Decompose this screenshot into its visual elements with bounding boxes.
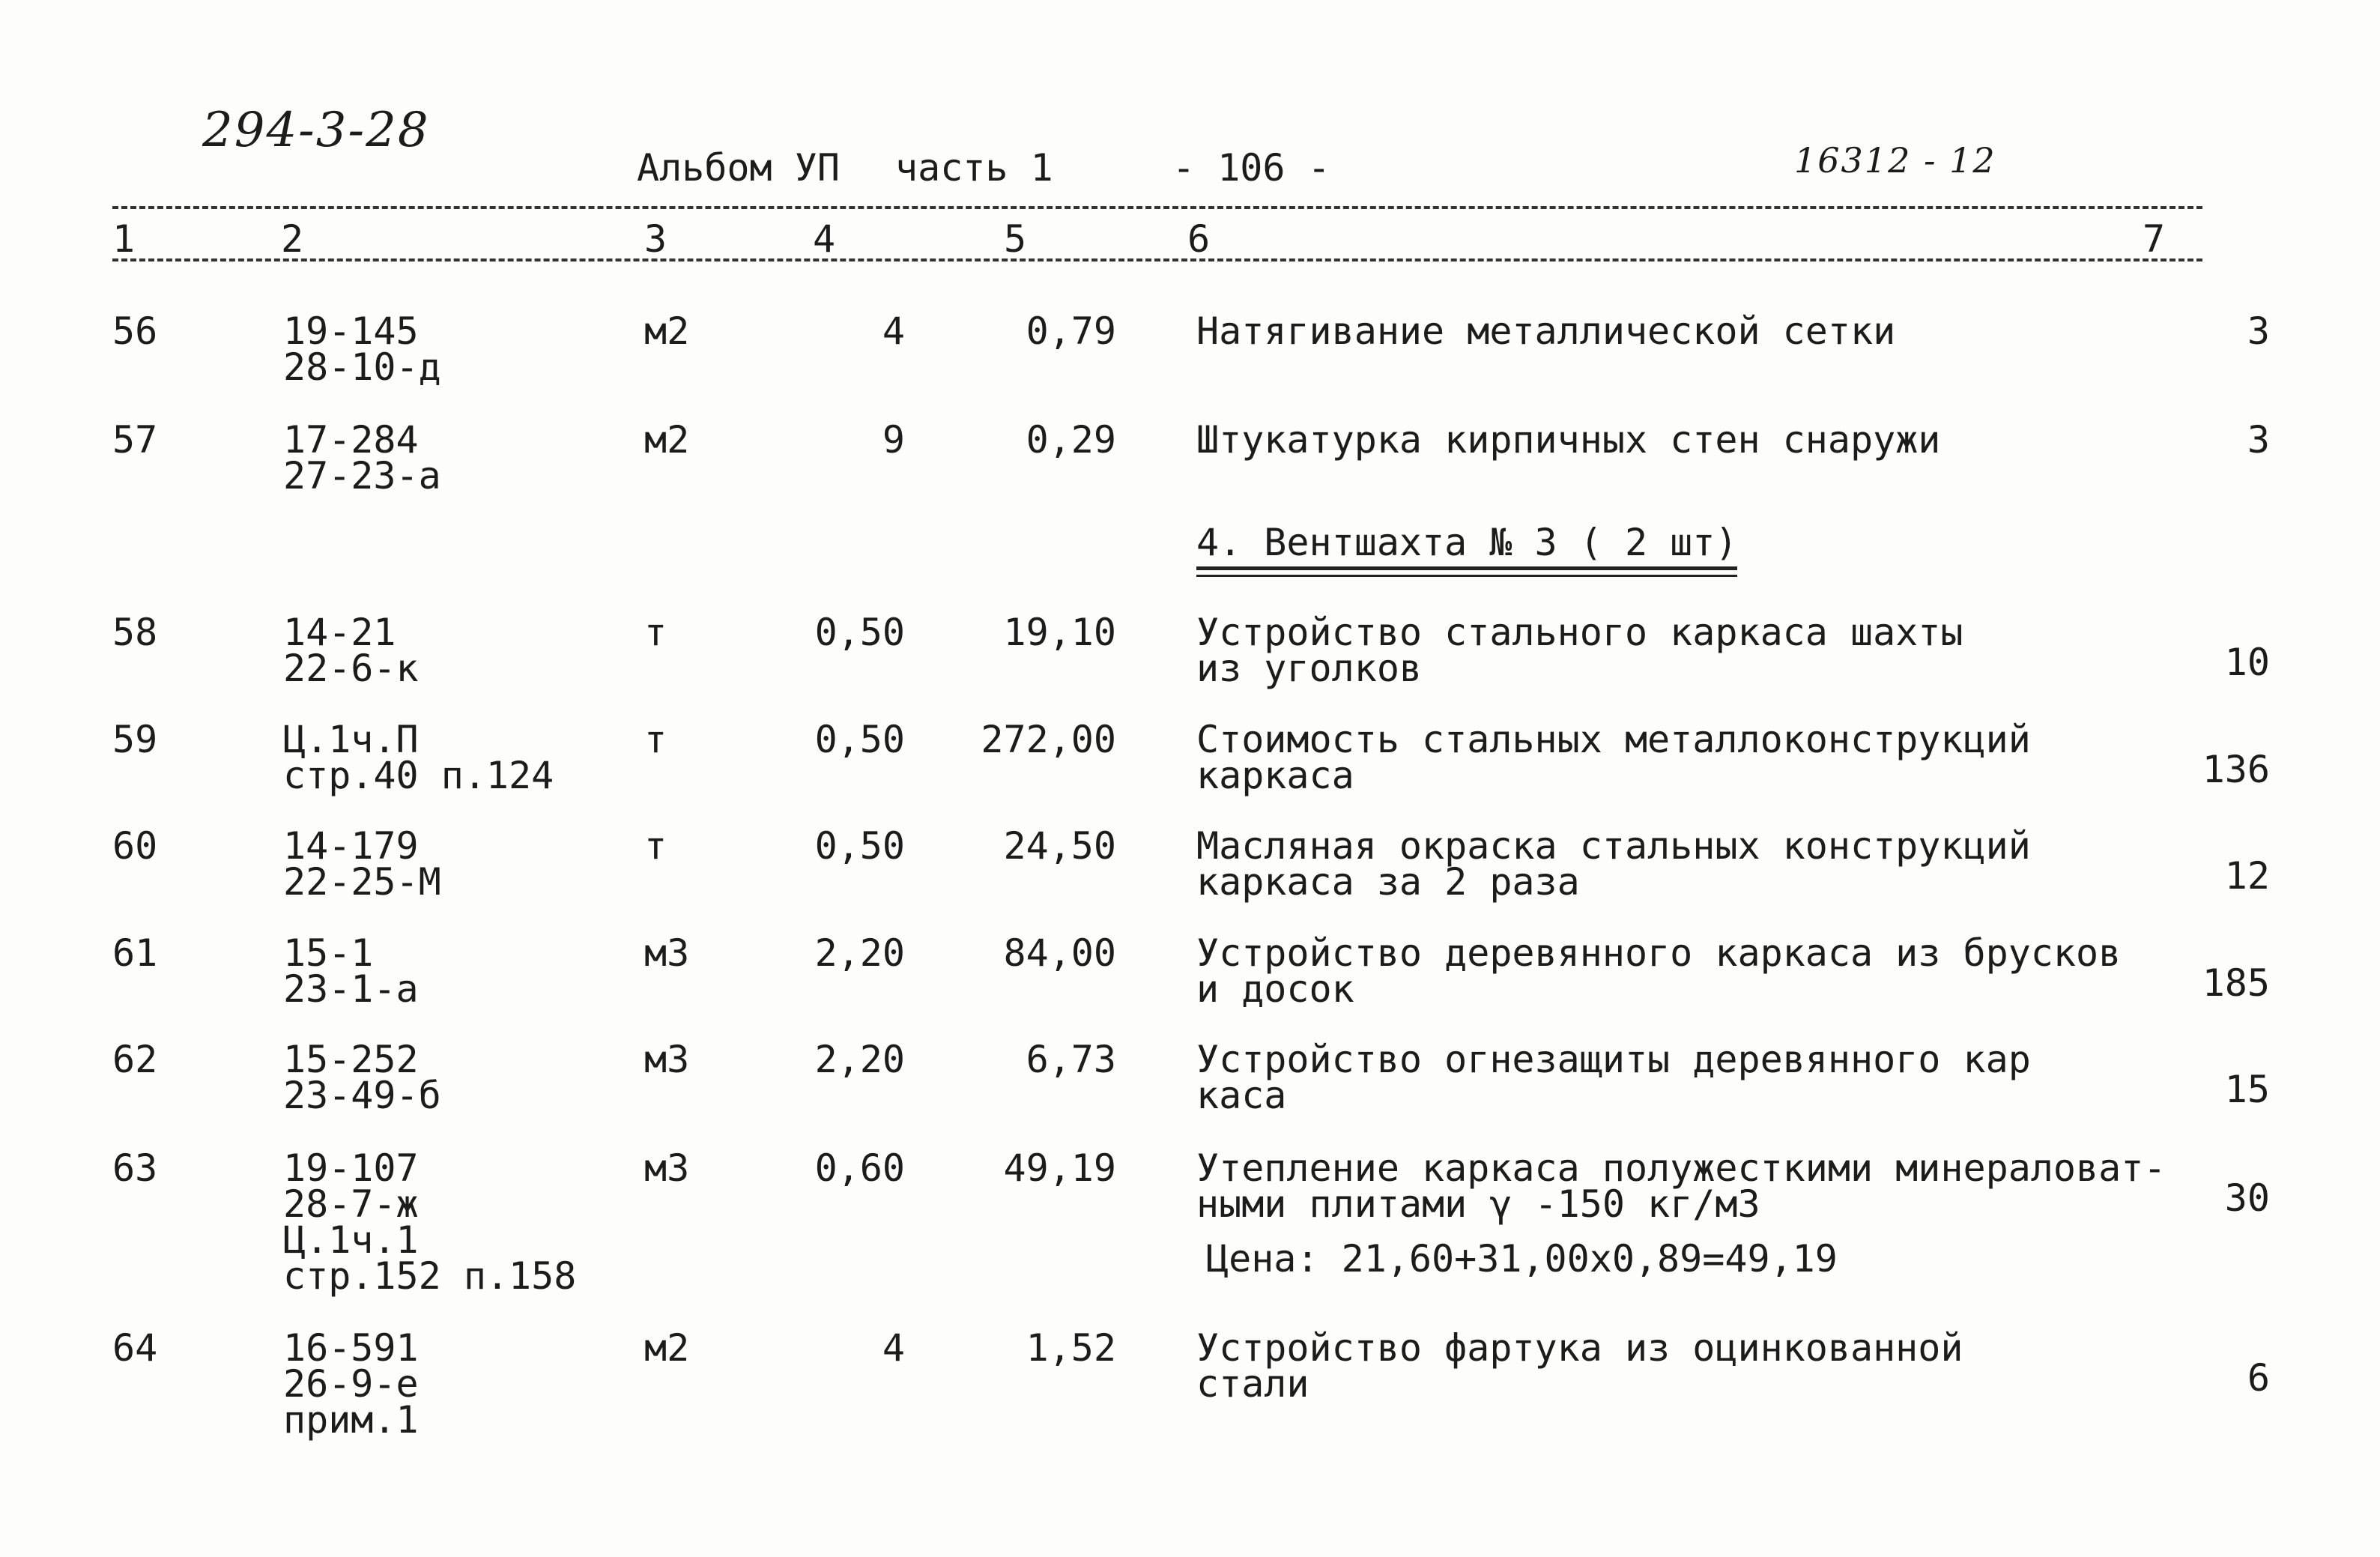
- row-description: стали: [1196, 1362, 1309, 1406]
- album-label: Альбом УП: [637, 146, 840, 190]
- row-quantity: 0,50: [814, 824, 905, 868]
- row-code: 16-591: [283, 1326, 419, 1370]
- document-number: 294-3-28: [202, 103, 430, 158]
- row-price: 49,19: [1003, 1146, 1116, 1190]
- row-price: 1,52: [1026, 1326, 1116, 1370]
- row-code: 22-25-М: [283, 860, 441, 904]
- column-number-5: 5: [1004, 217, 1027, 261]
- column-number-1: 1: [112, 217, 136, 261]
- row-code: 17-284: [283, 418, 419, 462]
- row-price: 0,29: [1026, 418, 1116, 462]
- row-unit: т: [644, 718, 667, 761]
- column-number-3: 3: [644, 217, 667, 261]
- row-unit: т: [644, 611, 667, 654]
- row-description: и досок: [1196, 967, 1354, 1011]
- row-unit: т: [644, 824, 667, 868]
- row-number: 63: [112, 1146, 158, 1190]
- row-description: каркаса за 2 раза: [1196, 860, 1580, 904]
- row-unit: м2: [644, 1326, 690, 1370]
- row-number: 57: [112, 418, 158, 462]
- reference-number: 16312 - 12: [1794, 140, 1996, 181]
- row-quantity: 9: [882, 418, 905, 462]
- row-number: 64: [112, 1326, 158, 1370]
- row-unit: м3: [644, 1038, 690, 1081]
- row-total: 6: [2247, 1356, 2270, 1400]
- row-description: каса: [1196, 1074, 1287, 1117]
- row-description: Штукатурка кирпичных стен снаружи: [1196, 418, 1941, 462]
- header-top-rule: [112, 206, 2202, 209]
- row-total: 136: [2202, 748, 2270, 791]
- row-price: 0,79: [1026, 309, 1116, 353]
- row-number: 56: [112, 309, 158, 353]
- row-code: стр.40 п.124: [283, 754, 554, 797]
- row-code: стр.152 п.158: [283, 1254, 577, 1298]
- row-unit: м2: [644, 309, 690, 353]
- row-code: 14-179: [283, 824, 419, 868]
- row-unit: м2: [644, 418, 690, 462]
- row-code: прим.1: [283, 1398, 419, 1442]
- row-code: 19-145: [283, 309, 419, 353]
- row-code: 27-23-а: [283, 454, 441, 498]
- row-code: 28-7-ж: [283, 1182, 419, 1226]
- row-number: 60: [112, 824, 158, 868]
- row-code: Ц.1ч.1: [283, 1218, 419, 1262]
- column-number-2: 2: [281, 217, 304, 261]
- row-description: каркаса: [1196, 754, 1354, 797]
- column-number-4: 4: [813, 217, 836, 261]
- row-unit: м3: [644, 1146, 690, 1190]
- row-code: 19-107: [283, 1146, 419, 1190]
- section-title: 4. Вентшахта № 3 ( 2 шт): [1196, 524, 1737, 570]
- row-description: Масляная окраска стальных конструкций: [1196, 824, 2031, 868]
- row-quantity: 2,20: [814, 1038, 905, 1081]
- row-quantity: 0,50: [814, 611, 905, 654]
- row-code: Ц.1ч.П: [283, 718, 419, 761]
- row-quantity: 4: [882, 309, 905, 353]
- row-quantity: 0,60: [814, 1146, 905, 1190]
- row-description: из уголков: [1196, 647, 1423, 690]
- row-quantity: 4: [882, 1326, 905, 1370]
- row-description: Устройство стального каркаса шахты: [1196, 611, 1963, 654]
- row-quantity: 0,50: [814, 718, 905, 761]
- row-description: Стоимость стальных металлоконструкций: [1196, 718, 2031, 761]
- header-bottom-rule: [112, 259, 2202, 261]
- row-price: 84,00: [1003, 931, 1116, 975]
- row-code: 15-252: [283, 1038, 419, 1081]
- row-number: 59: [112, 718, 158, 761]
- row-price-note: Цена: 21,60+31,00х0,89=49,19: [1206, 1237, 1838, 1281]
- column-number-7: 7: [2143, 217, 2166, 261]
- row-number: 58: [112, 611, 158, 654]
- row-description: Утепление каркаса полужесткими минераловат-: [1196, 1146, 2166, 1190]
- row-total: 3: [2247, 309, 2270, 353]
- row-price: 272,00: [981, 718, 1116, 761]
- row-description: Устройство огнезащиты деревянного кар: [1196, 1038, 2031, 1081]
- row-number: 62: [112, 1038, 158, 1081]
- row-total: 185: [2202, 961, 2270, 1005]
- row-code: 22-6-к: [283, 647, 419, 690]
- row-code: 23-1-а: [283, 967, 419, 1011]
- row-description: Устройство деревянного каркаса из брусков: [1196, 931, 2122, 975]
- part-label: часть 1: [895, 146, 1053, 190]
- row-unit: м3: [644, 931, 690, 975]
- row-price: 19,10: [1003, 611, 1116, 654]
- row-price: 24,50: [1003, 824, 1116, 868]
- row-code: 23-49-б: [283, 1074, 441, 1117]
- column-number-6: 6: [1187, 217, 1211, 261]
- row-code: 15-1: [283, 931, 374, 975]
- row-price: 6,73: [1026, 1038, 1116, 1081]
- row-code: 14-21: [283, 611, 396, 654]
- page-number: - 106 -: [1172, 146, 1330, 190]
- row-description: ными плитами γ -150 кг/м3: [1196, 1182, 1760, 1226]
- row-total: 12: [2224, 854, 2270, 898]
- row-code: 28-10-д: [283, 345, 441, 389]
- row-total: 15: [2224, 1068, 2270, 1111]
- row-description: Устройство фартука из оцинкованной: [1196, 1326, 1963, 1370]
- row-quantity: 2,20: [814, 931, 905, 975]
- row-number: 61: [112, 931, 158, 975]
- row-total: 30: [2224, 1176, 2270, 1220]
- row-total: 10: [2224, 641, 2270, 684]
- row-description: Натягивание металлической сетки: [1196, 309, 1896, 353]
- row-total: 3: [2247, 418, 2270, 462]
- row-code: 26-9-е: [283, 1362, 419, 1406]
